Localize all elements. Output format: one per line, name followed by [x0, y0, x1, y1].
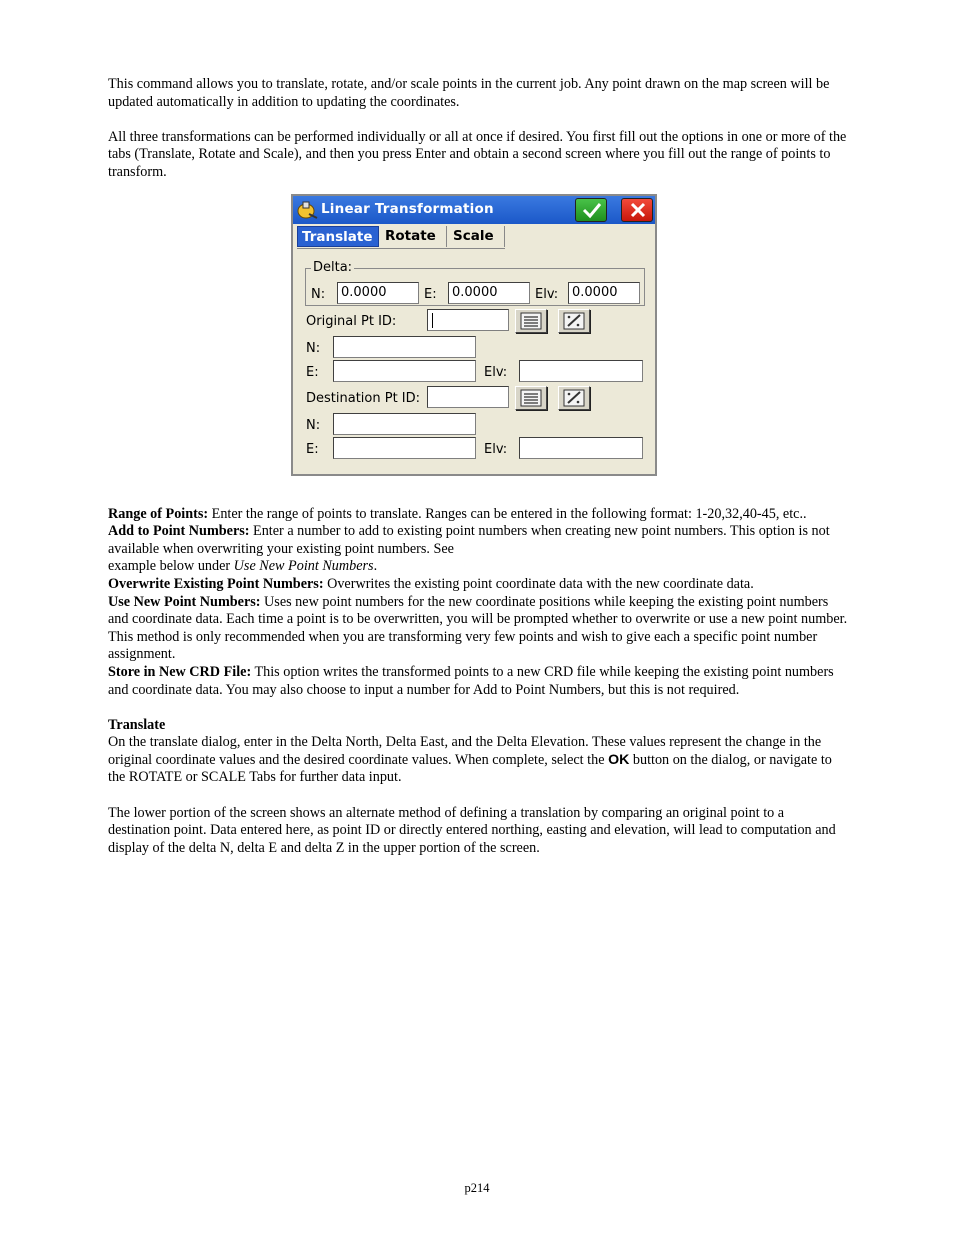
- intro-paragraph-2: All three transformations can be performed individually or all at once if desired. You first fill out the options in one or more of the tabs (Translate, Rotate and Scale), and then you press Enter and obtain a second screen where you fill out the range of points to transform.: [108, 128, 847, 180]
- original-e-field[interactable]: [333, 360, 476, 382]
- intro-paragraph-1: This command allows you to translate, rotate, and/or scale points in the current job. Any point drawn on the map screen will be updated automatically in addition to updating the coordinates.: [108, 76, 830, 110]
- use-new-point-numbers: Use New Point Numbers: Uses new point numbers for the new coordinate positions while keeping the existing point numbers and coordinate data. Each time a point is to be overwritten, you will be prompted whether to overwrite or use a new point number. This method is only recommended when you are transforming very few points and wish to give each a specific point number assignment.: [108, 593, 848, 663]
- destination-e-label: E:: [306, 441, 319, 457]
- range-of-points: Range of Points: Enter the range of points to translate. Ranges can be entered in the following format: 1-20,32,40-45, etc..: [108, 505, 807, 522]
- original-list-button[interactable]: [515, 309, 547, 333]
- original-n-label: N:: [306, 340, 321, 356]
- destination-e-field[interactable]: [333, 437, 476, 459]
- map-pick-icon: [563, 312, 585, 330]
- original-n-field[interactable]: [333, 336, 476, 358]
- destination-pt-input[interactable]: [427, 386, 509, 408]
- original-elv-label: Elv:: [484, 364, 508, 380]
- destination-n-label: N:: [306, 417, 321, 433]
- destination-map-pick-button[interactable]: [558, 386, 590, 410]
- add-to-point-numbers: Add to Point Numbers: Enter a number to add to existing point numbers when creating new point numbers. This option is not available when overwriting your existing point numbers. See: [108, 523, 830, 557]
- page-number: p214: [464, 1181, 490, 1195]
- original-pt-label: Original Pt ID:: [306, 313, 397, 329]
- linear-transformation-dialog: [291, 194, 657, 476]
- delta-elv-field[interactable]: 0.0000: [568, 282, 640, 304]
- add-title: Add to Point Numbers:: [108, 523, 250, 540]
- tab-rotate[interactable]: Rotate: [381, 226, 447, 247]
- delta-elv-label: Elv:: [535, 286, 559, 302]
- original-e-label: E:: [306, 364, 319, 380]
- tab-translate[interactable]: Translate: [297, 226, 379, 247]
- store-title: Store in New CRD File:: [108, 663, 252, 680]
- add-to-point-numbers-cont: example below under Use New Point Numbers.: [108, 558, 378, 575]
- original-map-pick-button[interactable]: [558, 309, 590, 333]
- list-icon: [520, 312, 542, 330]
- delta-group-label: Delta:: [313, 259, 353, 275]
- check-icon: [582, 201, 602, 219]
- usenew-title: Use New Point Numbers:: [108, 593, 261, 610]
- list-icon: [520, 389, 542, 407]
- range-title: Range of Points:: [108, 505, 209, 522]
- close-icon: [628, 201, 648, 219]
- app-icon: [297, 200, 319, 220]
- delta-e-label: E:: [424, 286, 437, 302]
- destination-elv-field[interactable]: [519, 437, 643, 459]
- delta-n-label: N:: [311, 286, 326, 302]
- tab-divider: [297, 248, 505, 249]
- original-pt-input[interactable]: [427, 309, 509, 331]
- dialog-titlebar: [293, 196, 655, 224]
- original-elv-field[interactable]: [519, 360, 643, 382]
- dialog-title: Linear Transformation: [321, 200, 494, 217]
- destination-elv-label: Elv:: [484, 441, 508, 457]
- destination-pt-label: Destination Pt ID:: [306, 390, 421, 406]
- destination-list-button[interactable]: [515, 386, 547, 410]
- destination-n-field[interactable]: [333, 413, 476, 435]
- document-body: [108, 76, 848, 857]
- delta-n-field[interactable]: 0.0000: [337, 282, 419, 304]
- tab-scale[interactable]: Scale: [449, 226, 505, 247]
- overwrite-title: Overwrite Existing Point Numbers:: [108, 575, 324, 592]
- dialog-figure: [108, 182, 848, 506]
- text-caret: [432, 313, 433, 328]
- translate-heading: Translate: [108, 716, 166, 733]
- translate-paragraph-2: The lower portion of the screen shows an alternate method of defining a translation by comparing an original point to a destination point. Data entered here, as point ID or directly entered northing, easting and elevation, will lead to computation and display of the delta N, delta E and delta Z in the upper portion of the screen.: [108, 804, 836, 856]
- ok-button[interactable]: [575, 198, 607, 222]
- store-in-new-crd: Store in New CRD File: This option writes the transformed points to a new CRD file while keeping the existing point numbers and coordinate data. You may also choose to input a number for Add to Point Numbers, but this is not required.: [108, 663, 834, 698]
- map-pick-icon: [563, 389, 585, 407]
- overwrite-existing: Overwrite Existing Point Numbers: Overwrites the existing point coordinate data with the new coordinate data.: [108, 575, 754, 592]
- close-button[interactable]: [621, 198, 653, 222]
- translate-paragraph-1: On the translate dialog, enter in the Delta North, Delta East, and the Delta Elevation. These values represent the change in the original coordinate values and the desired coordinate values. When complete, select the OK button on the dialog, or navigate to the ROTATE or SCALE Tabs for further data input.: [108, 734, 832, 786]
- delta-e-field[interactable]: 0.0000: [448, 282, 530, 304]
